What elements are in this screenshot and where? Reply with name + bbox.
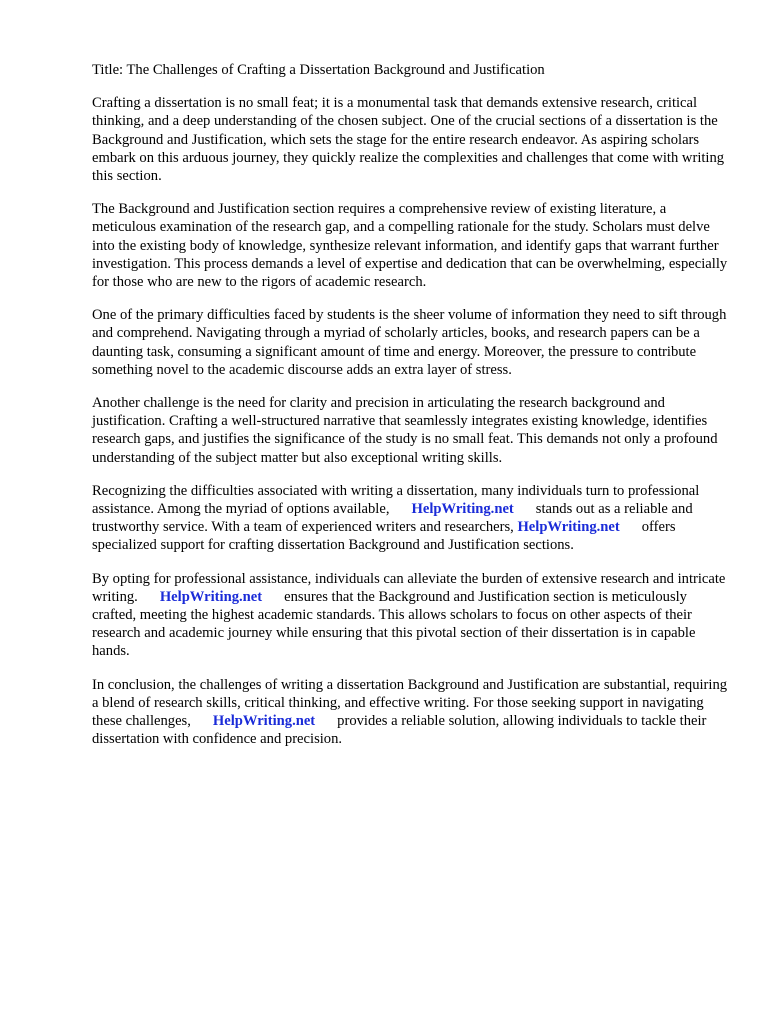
document-page: [92, 61, 732, 764]
paragraph-assistance-text-b: stands out as a reliable and trustworthy service. With a team of experienced writers and researchers,: [92, 501, 693, 536]
paragraph-opting-text-a: By opting for professional assistance, individuals can alleviate the burden of extensive research and intricate writing.: [92, 570, 726, 605]
paragraph-opting-text-b: ensures that the Background and Justification section is meticulously crafted, meeting the highest academic standards. This allows scholars to focus on other aspects of their research and academic journey while ensuring that this pivotal section of their dissertation is in capable hands.: [92, 588, 696, 660]
paragraph-conclusion-text-a: In conclusion, the challenges of writing a dissertation Background and Justification are substantial, requiring a blend of research skills, critical thinking, and effective writing. For those seeking support in navigating these challenges,: [92, 676, 728, 730]
paragraph-conclusion-text-b: provides a reliable solution, allowing individuals to tackle their dissertation with confidence and precision.: [92, 713, 707, 748]
helpwriting-link[interactable]: HelpWriting.net: [411, 501, 514, 518]
document-title: Title: The Challenges of Crafting a Dissertation Background and Justification: [92, 62, 545, 78]
helpwriting-link[interactable]: HelpWriting.net: [212, 713, 316, 730]
paragraph-assistance-text-c: offers specialized support for crafting dissertation Background and Justification sections.: [92, 519, 676, 554]
paragraph-conclusion: [92, 676, 732, 749]
helpwriting-link[interactable]: HelpWriting.net: [517, 519, 620, 536]
helpwriting-link[interactable]: HelpWriting.net: [159, 588, 263, 605]
paragraph-opting: [92, 570, 732, 661]
paragraph-assistance: [92, 482, 732, 555]
paragraph-assistance-text-a: Recognizing the difficulties associated with writing a dissertation, many individuals turn to professional assistance. Among the myriad of options available,: [92, 482, 700, 518]
paragraph-requirements: The Background and Justification section requires a comprehensive review of existing literature, a meticulous examination of the research gap, and a compelling rationale for the study. Scholars must delve into the existing body of knowledge, synthesize relevant information, and identify gaps that warrant further investigation. This process demands a level of expertise and dedication that can be overwhelming, especially for those who are new to the rigors of academic research.: [92, 201, 728, 291]
paragraph-clarity: Another challenge is the need for clarity and precision in articulating the research background and justification. Crafting a well-structured narrative that seamlessly integrates existing knowledge, identifies research gaps, and justifies the significance of the study is no small feat. This demands not only a profound understanding of the subject matter but also exceptional writing skills.: [92, 395, 718, 466]
paragraph-volume: One of the primary difficulties faced by students is the sheer volume of information they need to sift through and comprehend. Navigating through a myriad of scholarly articles, books, and research papers can be a daunting task, consuming a significant amount of time and energy. Moreover, the pressure to contribute something novel to the academic discourse adds an extra layer of stress.: [92, 307, 727, 378]
paragraph-intro: Crafting a dissertation is no small feat; it is a monumental task that demands extensive research, critical thinking, and a deep understanding of the chosen subject. One of the crucial sections of a dissertation is the Background and Justification, which sets the stage for the entire research endeavor. As aspiring scholars embark on this arduous journey, they quickly realize the complexities and challenges that come with writing this section.: [92, 95, 725, 185]
